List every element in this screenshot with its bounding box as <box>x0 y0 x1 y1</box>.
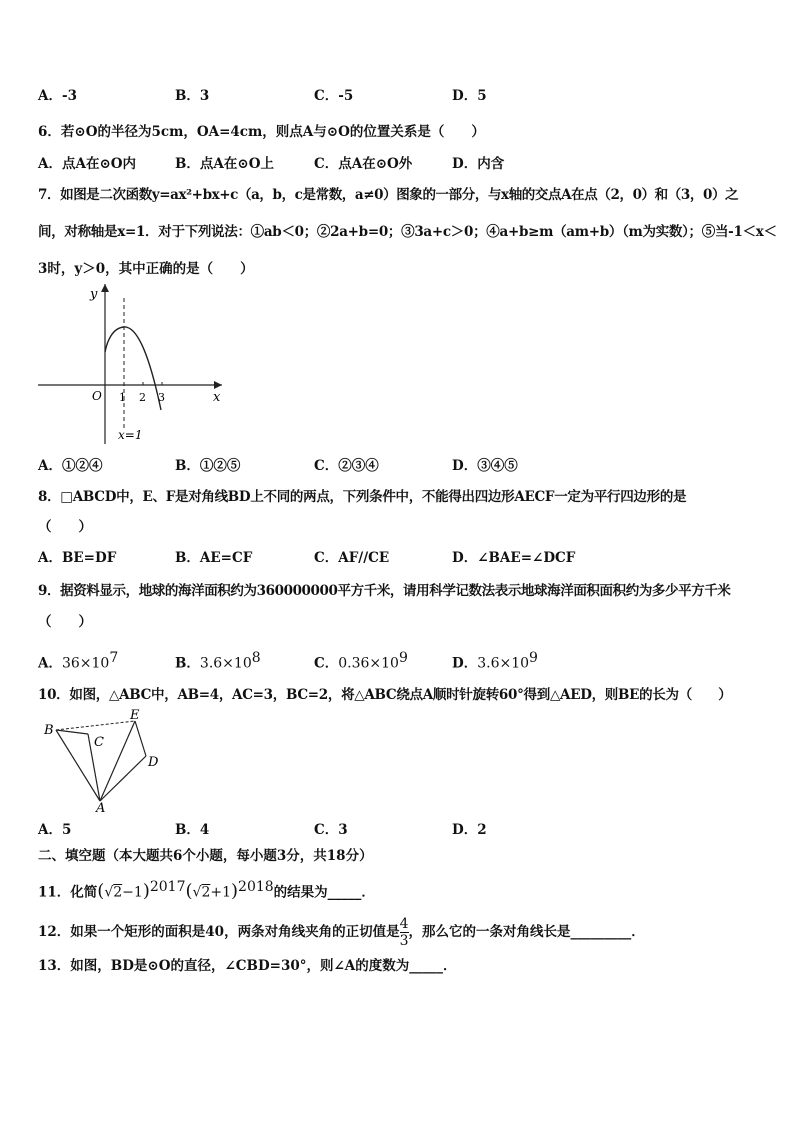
q7-option-a: A．①②④ <box>38 458 103 474</box>
origin-label: O <box>92 389 102 403</box>
point-label-A: A <box>96 801 106 812</box>
tick-label-1: 1 <box>119 391 126 404</box>
q10-option-d: D．2 <box>452 822 487 838</box>
q7-parabola-graph <box>38 282 224 446</box>
q8-stem-line2: （ ） <box>38 519 92 535</box>
x-axis-label: x <box>213 390 221 405</box>
segment-EA <box>100 721 135 801</box>
q6-option-b: B．点A在⊙O上 <box>175 156 274 172</box>
q7-option-b: B．①②⑤ <box>175 458 241 474</box>
tick-label-2: 2 <box>139 391 146 404</box>
segment-DA <box>100 756 146 801</box>
point-label-B: B <box>44 723 54 738</box>
q7-option-d: D．③④⑤ <box>452 458 518 474</box>
q9-option-a: A．$36\times 10^7$ <box>38 650 119 672</box>
point-label-D: D <box>148 755 159 770</box>
parabola-curve <box>105 327 161 410</box>
q10-option-c: C．3 <box>314 822 348 838</box>
q7-stem-line2: 间，对称轴是x=1．对于下列说法：①ab＜0；②2a+b=0；③3a+c＞0；④a+b≥m（am+b）（m为实数）；⑤当-1＜x＜ <box>38 224 777 240</box>
x-axis-arrow <box>214 381 222 389</box>
q8-option-d: D．∠BAE=∠DCF <box>452 550 576 566</box>
q9-option-b: B．$3.6\times 10^8$ <box>175 650 261 672</box>
q8-option-c: C．AF//CE <box>314 550 390 566</box>
point-label-C: C <box>94 735 104 750</box>
symmetry-axis-label: x=1 <box>118 428 143 442</box>
q10-option-a: A．5 <box>38 822 72 838</box>
q8-option-a: A．BE=DF <box>38 550 117 566</box>
q6-option-d: D．内含 <box>452 156 505 172</box>
q13-stem: 13．如图，BD是⊙O的直径，∠CBD=30°，则∠A的度数为_____． <box>38 958 457 974</box>
q5-option-d: D．5 <box>452 88 487 104</box>
y-axis-arrow <box>101 284 109 292</box>
q10-stem: 10．如图，△ABC中，AB=4，AC=3，BC=2，将△ABC绕点A顺时针旋转60°得到△AED，则BE的长为（ ） <box>38 687 732 703</box>
q10-option-b: B．4 <box>175 822 210 838</box>
q9-stem-line2: （ ） <box>38 614 92 630</box>
q9-stem-line1: 9．据资料显示，地球的海洋面积约为360000000平方千米，请用科学记数法表示地球海洋面积面积约为多少平方千米 <box>38 583 731 599</box>
q9-option-d: D．$3.6\times 10^9$ <box>452 650 538 672</box>
q12-stem: 12．如果一个矩形的面积是40，两条对角线夹角的正切值是 $\frac{4}{3}$ ，那么它的一条对角线长是_________． <box>38 916 645 949</box>
segment-BE <box>56 721 135 730</box>
q6-option-c: C．点A在⊙O外 <box>314 156 413 172</box>
q12-fraction: $\frac{4}{3}$ <box>399 916 409 949</box>
segment-BC <box>56 730 88 734</box>
q5-option-b: B．3 <box>175 88 210 104</box>
q5-option-c: C．-5 <box>314 88 354 104</box>
section-2-heading: 二、填空题（本大题共6个小题，每小题3分，共18分） <box>38 848 373 864</box>
q6-option-a: A．点A在⊙O内 <box>38 156 137 172</box>
q7-stem-line3: 3时，y＞0，其中正确的是（ ） <box>38 261 254 277</box>
q6-stem: 6．若⊙O的半径为5cm，OA=4cm，则点A与⊙O的位置关系是（ ） <box>38 124 485 140</box>
q7-stem-line1: 7．如图是二次函数y=ax²+bx+c（a，b，c是常数，a≠0）图象的一部分，与x轴的交点A在点（2，0）和（3，0）之 <box>38 187 739 203</box>
q10-rotation-figure <box>38 706 164 812</box>
q11-stem: 11．化简$(√2-1)^{2017}(√2+1)^{2018}$的结果为_____． <box>38 879 375 902</box>
q9-option-c: C．$0.36\times 10^9$ <box>314 650 408 672</box>
y-axis-label: y <box>90 287 98 302</box>
q8-option-b: B．AE=CF <box>175 550 253 566</box>
q5-option-a: A．-3 <box>38 88 77 104</box>
q7-option-c: C．②③④ <box>314 458 379 474</box>
point-label-E: E <box>130 708 140 723</box>
q8-stem-line1: 8．□ABCD中，E、F是对角线BD上不同的两点，下列条件中，不能得出四边形AECF一定为平行四边形的是 <box>38 489 687 505</box>
tick-label-3: 3 <box>158 391 165 404</box>
segment-ED <box>135 721 146 756</box>
